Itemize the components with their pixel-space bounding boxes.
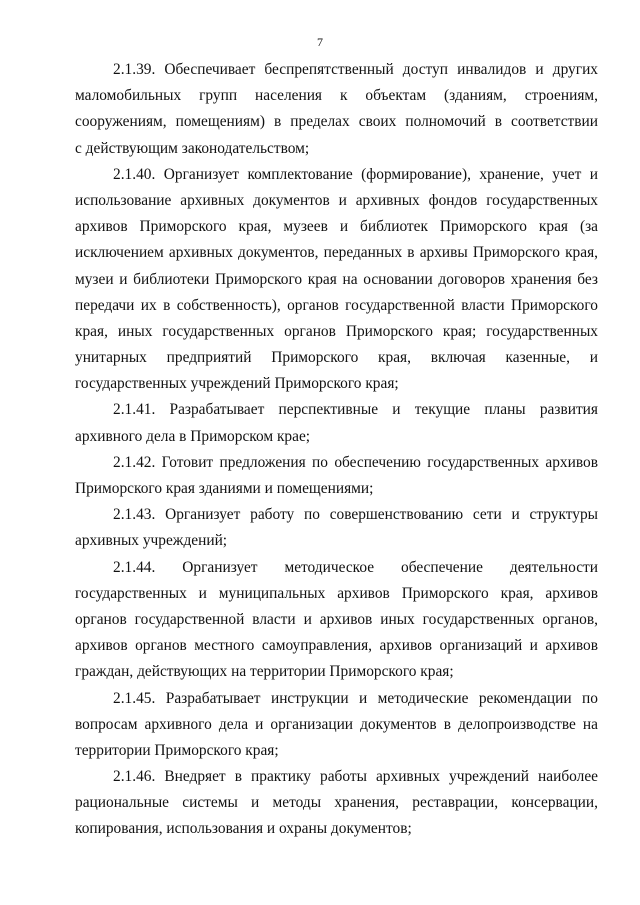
- paragraph-line: архивных учреждений;: [75, 532, 228, 550]
- paragraph: [75, 162, 598, 398]
- paragraph-line: граждан, действующих на территории Приморского края;: [75, 663, 454, 681]
- paragraph: [75, 502, 598, 554]
- paragraph-line: 2.1.46. Внедряет в практику работы архивных учреждений наиболее: [113, 768, 598, 786]
- paragraph-line: 2.1.42. Готовит предложения по обеспечению государственных архивов: [113, 453, 598, 471]
- paragraph-line: копирования, использования и охраны документов;: [75, 820, 412, 838]
- paragraph-line: края, иных государственных органов Приморского края; государственных: [75, 322, 598, 340]
- paragraph-line: органов государственной власти и архивов иных государственных органов,: [75, 610, 598, 628]
- document-body: [75, 57, 598, 843]
- paragraph-line: 2.1.40. Организует комплектование (формирование), хранение, учет и: [113, 165, 598, 183]
- paragraph: [75, 686, 598, 765]
- paragraph-line: Приморского края зданиями и помещениями;: [75, 480, 374, 497]
- paragraph: [75, 397, 598, 449]
- paragraph-line: сооружениям, помещениям) в пределах своих полномочий в соответствии: [75, 113, 598, 131]
- paragraph-line: территории Приморского края;: [75, 741, 279, 759]
- paragraph: [75, 555, 598, 686]
- paragraph: [75, 57, 598, 162]
- paragraph-line: 2.1.43. Организует работу по совершенствованию сети и структуры: [113, 506, 598, 524]
- paragraph-line: архивов Приморского края, музеев и библиотек Приморского края (за: [75, 218, 598, 236]
- paragraph-line: архивного дела в Приморском крае;: [75, 427, 311, 445]
- paragraph-line: государственных учреждений Приморского края;: [75, 375, 399, 393]
- paragraph-line: унитарных предприятий Приморского края, включая казенные, и: [75, 349, 598, 367]
- paragraph-line: вопросам архивного дела и организации документов в делопроизводстве на: [75, 715, 598, 733]
- paragraph-line: 2.1.41. Разрабатывает перспективные и текущие планы развития: [113, 401, 598, 419]
- paragraph-line: государственных и муниципальных архивов Приморского края, архивов: [75, 584, 598, 602]
- paragraph-line: маломобильных групп населения к объектам (зданиям, строениям,: [75, 87, 598, 105]
- page-number: 7: [317, 35, 323, 49]
- paragraph-line: музеи и библиотеки Приморского края на основании договоров хранения без: [75, 270, 598, 288]
- paragraph-line: использование архивных документов и архивных фондов государственных: [75, 191, 598, 209]
- paragraph-line: передачи их в собственность), органов государственной власти Приморского: [75, 296, 598, 314]
- paragraph-line: архивов органов местного самоуправления, архивов организаций и архивов: [75, 637, 598, 655]
- paragraph-line: 2.1.45. Разрабатывает инструкции и методические рекомендации по: [113, 689, 598, 707]
- paragraph-line: 2.1.39. Обеспечивает беспрепятственный доступ инвалидов и других: [113, 61, 598, 78]
- paragraph: [75, 450, 598, 502]
- paragraph-line: 2.1.44. Организует методическое обеспечение деятельности: [113, 558, 598, 576]
- paragraph-line: с действующим законодательством;: [75, 139, 310, 157]
- paragraph-line: рациональные системы и методы хранения, реставрации, консервации,: [75, 794, 598, 812]
- paragraph: [75, 764, 598, 843]
- paragraph-line: исключением архивных документов, переданных в архивы Приморского края,: [75, 244, 598, 262]
